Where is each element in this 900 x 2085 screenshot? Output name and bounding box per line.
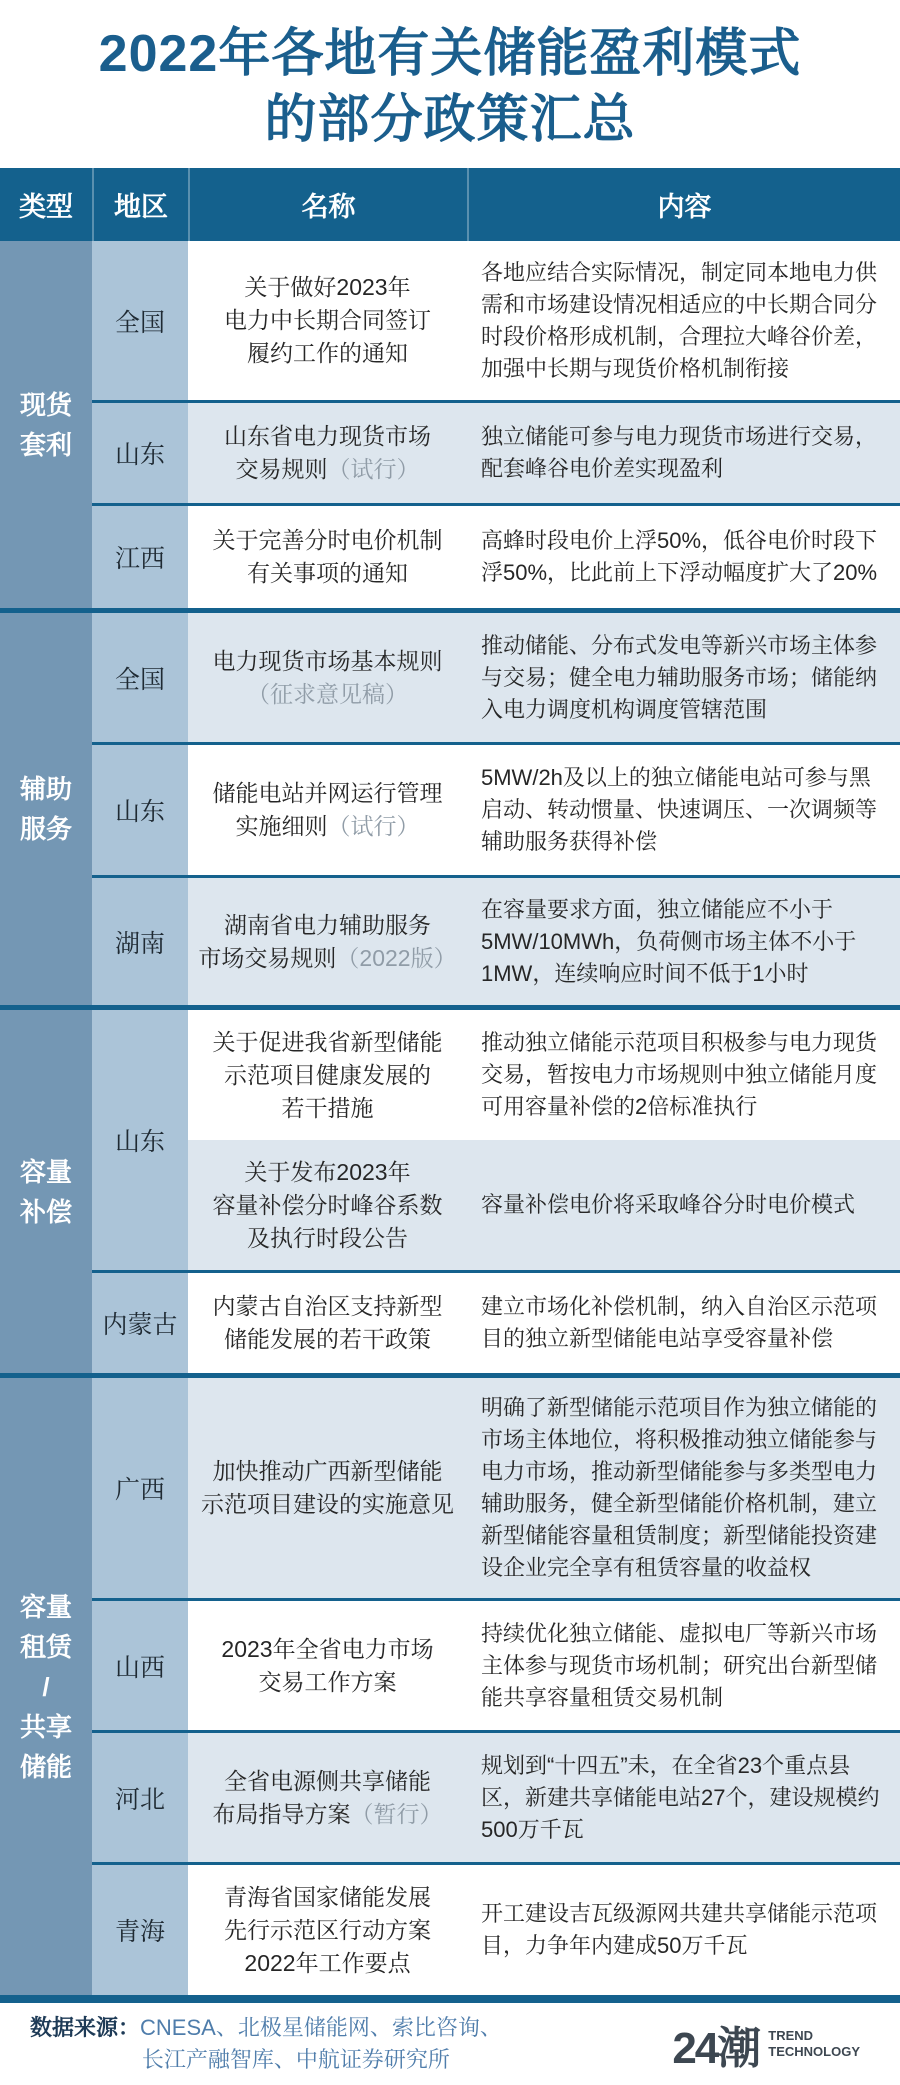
policy-content-cell: 推动储能、分布式发电等新兴市场主体参与交易；健全电力辅助服务市场；储能纳入电力调度机构调度管辖范围 <box>467 613 900 742</box>
policy-note: （试行） <box>327 456 420 482</box>
type-line: 租赁 <box>19 1631 72 1662</box>
region-label: 湖南 <box>114 929 165 958</box>
type-line: 服务 <box>19 814 72 844</box>
policy-content-cell: 规划到“十四五”未，在全省23个重点县区，新建共享储能电站27个，建设规模约500万千瓦 <box>467 1730 900 1862</box>
type-line: 储能 <box>19 1751 72 1782</box>
policy-note: （征求意见稿） <box>247 680 408 707</box>
logo-24chao: 24潮 <box>672 2024 760 2073</box>
policy-content-cell: 容量补偿电价将采取峰谷分时电价模式 <box>467 1140 900 1270</box>
region-label: 河北 <box>114 1785 165 1814</box>
region-cell <box>92 613 188 742</box>
page-title <box>0 0 900 168</box>
policy-name-cell: 储能电站并网运行管理 实施细则（试行） <box>188 742 467 875</box>
policy-content-cell: 5MW/2h及以上的独立储能电站可参与黑启动、转动惯量、快速调压、一次调频等辅助服务获得补偿 <box>467 742 900 875</box>
region-label: 青海 <box>114 1918 165 1946</box>
region-label: 广西 <box>114 1476 165 1504</box>
policy-note: （2022版） <box>336 944 457 971</box>
region-cell <box>92 875 188 1005</box>
region-cell <box>92 241 188 400</box>
type-cell-spot-arbitrage <box>0 241 92 608</box>
region-cell <box>92 503 188 608</box>
data-sources <box>30 2012 502 2076</box>
column-header-type: 类型 <box>19 192 73 222</box>
policy-content-cell: 独立储能可参与电力现货市场进行交易，配套峰谷电价差实现盈利 <box>467 400 900 503</box>
column-header-content: 内容 <box>467 168 900 241</box>
logo-subtitle: TREND TECHNOLOGY <box>768 2028 860 2059</box>
type-cell-ancillary-services <box>0 613 92 1005</box>
policy-content-cell: 在容量要求方面，独立储能应不小于5MW/10MWh，负荷侧市场主体不小于1MW，连续响应时间不低于1小时 <box>467 875 900 1005</box>
page-title-line1: 2022年各地有关储能盈利模式 <box>98 25 802 83</box>
policy-content-cell: 高蜂时段电价上浮50%，低谷电价时段下浮50%，比此前上下浮动幅度扩大了20% <box>467 503 900 608</box>
region-label: 山东 <box>114 798 165 826</box>
policy-name-cell: 内蒙古自治区支持新型 储能发展的若干政策 <box>188 1270 467 1373</box>
section-capacity-compensation <box>0 1010 900 1373</box>
region-label: 全国 <box>114 308 165 337</box>
policy-content-cell: 各地应结合实际情况，制定同本地电力供需和市场建设情况相适应的中长期合同分时段价格形成机制，合理拉大峰谷价差，加强中长期与现货价格机制衔接 <box>467 241 900 400</box>
brand-logo <box>672 2012 860 2076</box>
region-cell <box>92 400 188 503</box>
policy-content-cell: 持续优化独立储能、虚拟电厂等新兴市场主体参与现货市场机制；研究出台新型储能共享容量租赁交易机制 <box>467 1598 900 1730</box>
policy-note: （暂行） <box>350 1800 443 1827</box>
type-cell-capacity-lease-shared-storage <box>0 1378 92 1995</box>
policy-name-cell: 关于促进我省新型储能 示范项目健康发展的 若干措施 <box>188 1010 467 1140</box>
table-bottom-bar <box>0 1995 900 2003</box>
type-line: / <box>42 1671 50 1702</box>
type-line: 共享 <box>19 1711 72 1742</box>
section-ancillary-services <box>0 613 900 1005</box>
region-cell <box>92 1730 188 1862</box>
type-line: 现货 <box>19 389 72 420</box>
policy-name-cell: 山东省电力现货市场 交易规则（试行） <box>188 400 467 503</box>
policy-name-cell: 青海省国家储能发展 先行示范区行动方案 2022年工作要点 <box>188 1862 467 1995</box>
data-sources-line2: 长江产融智库、中航证券研究所 <box>141 2047 450 2072</box>
region-cell <box>92 1598 188 1730</box>
region-cell <box>92 1270 188 1373</box>
policy-content-cell: 明确了新型储能示范项目作为独立储能的市场主体地位，将积极推动独立储能参与电力市场，推动新型储能参与多类型电力辅助服务，健全新型储能价格机制，建立新型储能容量租赁制度；新型储能投资建设企业完全享有租赁容量的收益权 <box>467 1378 900 1598</box>
region-label: 全国 <box>114 665 165 694</box>
type-cell-capacity-compensation <box>0 1010 92 1373</box>
type-line: 容量 <box>19 1156 72 1187</box>
type-line: 容量 <box>19 1591 72 1622</box>
region-label: 山东 <box>114 441 165 469</box>
type-line: 辅助 <box>19 774 72 804</box>
page-title-line2: 的部分政策汇总 <box>264 91 636 149</box>
data-sources-label: 数据来源： <box>30 2015 141 2040</box>
column-header-region: 地区 <box>92 168 188 241</box>
column-header-name: 名称 <box>188 168 467 241</box>
footer <box>0 2003 900 2085</box>
policy-name-cell: 2023年全省电力市场 交易工作方案 <box>188 1598 467 1730</box>
policy-name-cell: 电力现货市场基本规则（征求意见稿） <box>188 613 467 742</box>
policy-name-cell: 全省电源侧共享储能 布局指导方案（暂行） <box>188 1730 467 1862</box>
policy-name-cell: 关于完善分时电价机制 有关事项的通知 <box>188 503 467 608</box>
policy-name-cell: 关于做好2023年 电力中长期合同签订 履约工作的通知 <box>188 241 467 400</box>
policy-name-cell: 湖南省电力辅助服务 市场交易规则（2022版） <box>188 875 467 1005</box>
table-header-row <box>0 168 900 241</box>
region-cell <box>92 742 188 875</box>
region-cell-merged <box>92 1010 188 1270</box>
policy-content-cell: 推动独立储能示范项目积极参与电力现货交易，暂按电力市场规则中独立储能月度可用容量补偿的2倍标准执行 <box>467 1010 900 1140</box>
region-label: 山东 <box>114 1128 165 1156</box>
type-line: 补偿 <box>19 1196 72 1227</box>
policy-note: （试行） <box>327 813 420 839</box>
section-spot-arbitrage <box>0 241 900 608</box>
policy-content-cell: 建立市场化补偿机制，纳入自治区示范项目的独立新型储能电站享受容量补偿 <box>467 1270 900 1373</box>
policy-content-cell: 开工建设吉瓦级源网共建共享储能示范项目，力争年内建成50万千瓦 <box>467 1862 900 1995</box>
region-label: 内蒙古 <box>102 1311 178 1339</box>
policy-name-cell: 关于发布2023年 容量补偿分时峰谷系数 及执行时段公告 <box>188 1140 467 1270</box>
region-label: 山西 <box>114 1653 165 1682</box>
region-label: 江西 <box>114 545 165 573</box>
policy-name-cell: 加快推动广西新型储能 示范项目建设的实施意见 <box>188 1378 467 1598</box>
region-cell <box>92 1378 188 1598</box>
type-line: 套利 <box>19 429 72 460</box>
region-cell <box>92 1862 188 1995</box>
section-capacity-lease-shared-storage <box>0 1378 900 1995</box>
data-sources-line1: 数据来源：CNESA、北极星储能网、索比咨询、 <box>30 2015 502 2040</box>
